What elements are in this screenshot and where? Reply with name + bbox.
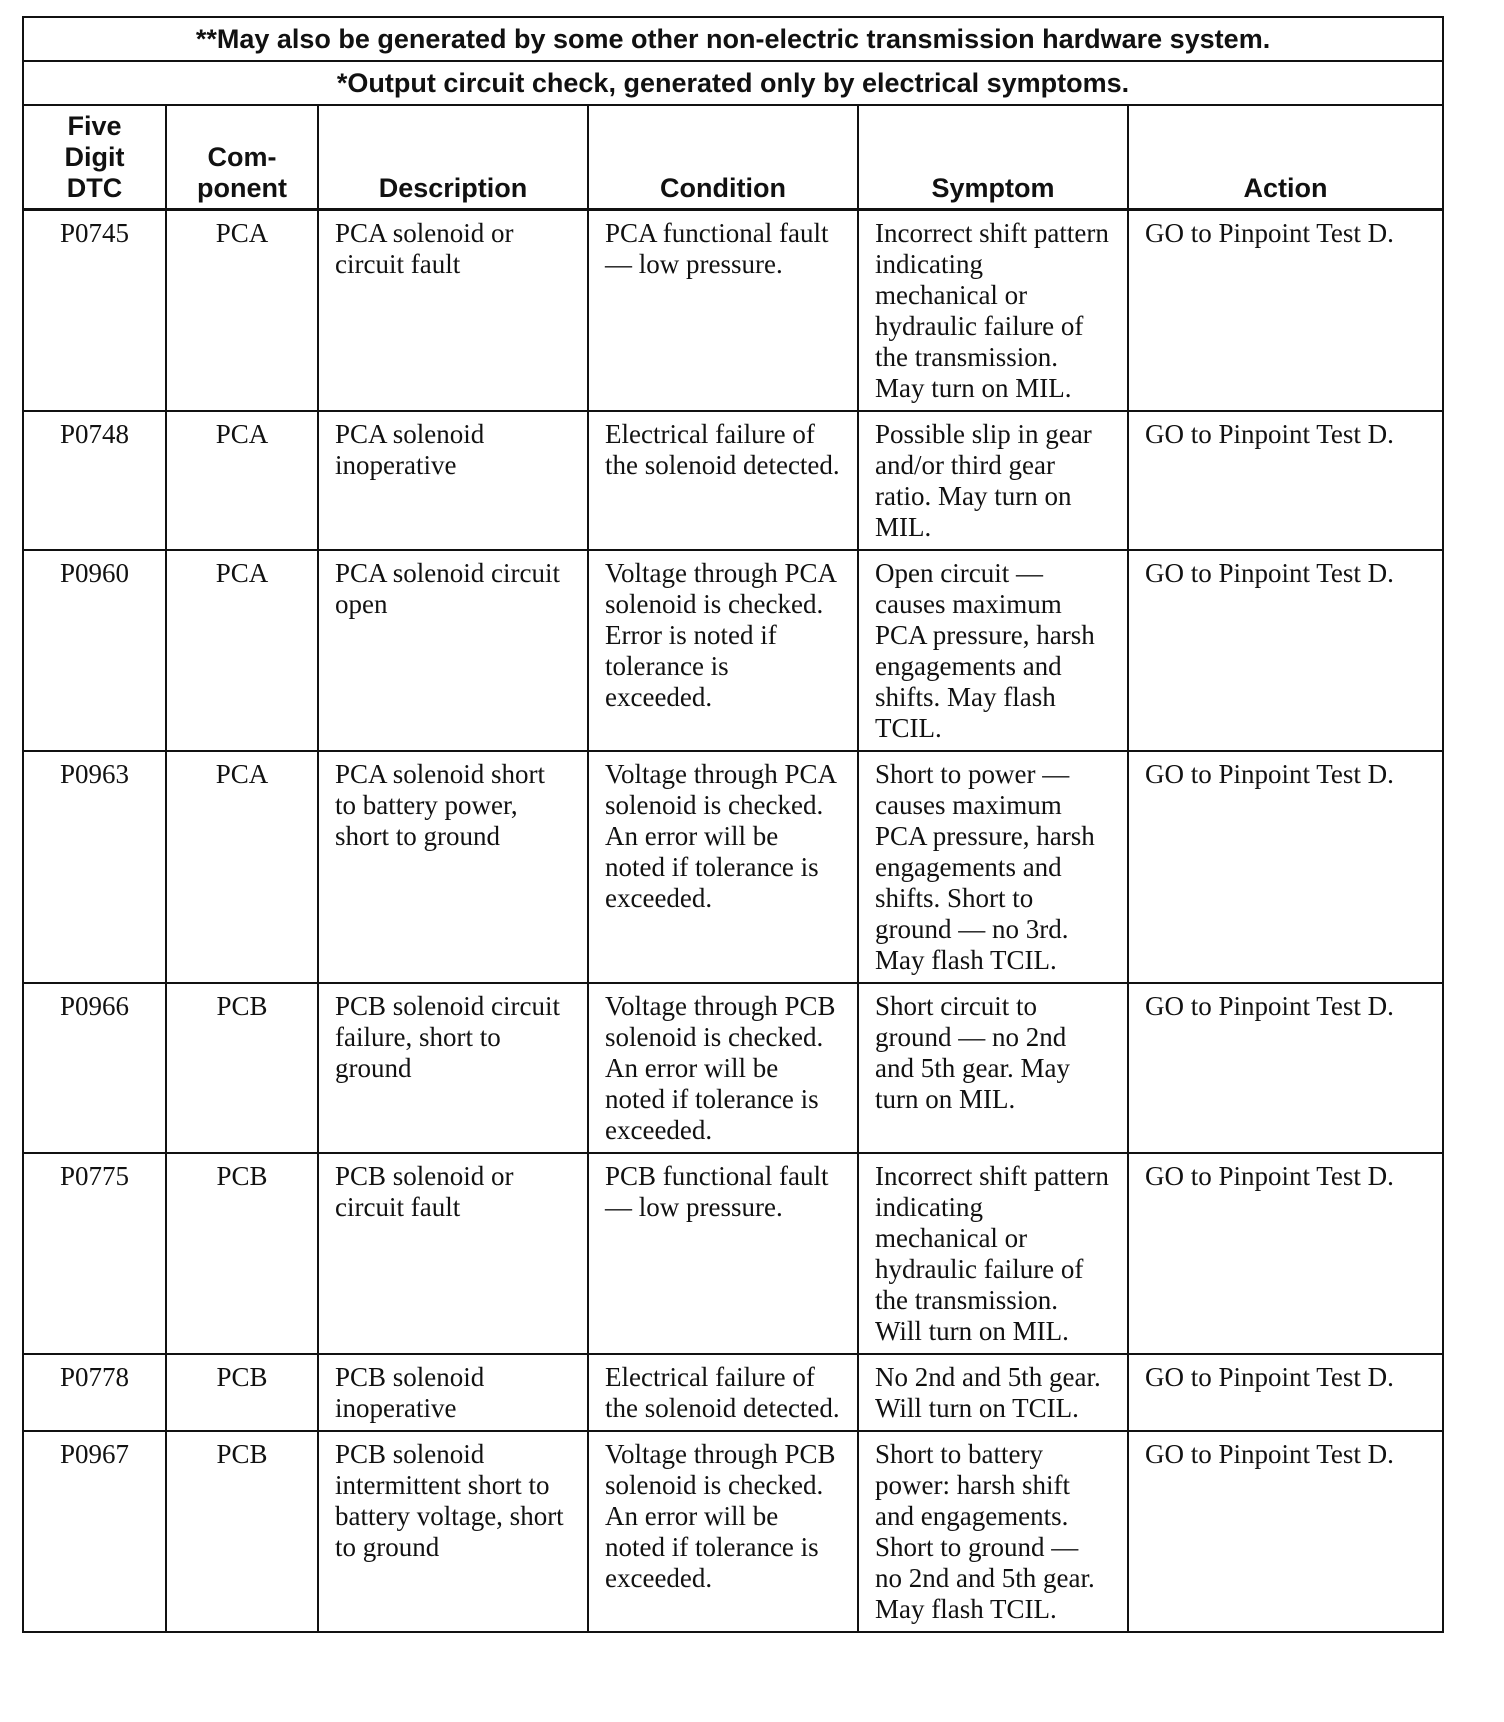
symptom: Possible slip in gear and/or third gear ratio. May turn on MIL. <box>858 411 1128 550</box>
description: PCB solenoid intermittent short to battery voltage, short to ground <box>318 1431 588 1632</box>
dtc-table <box>22 16 1444 1633</box>
dtc-code: P0778 <box>23 1354 166 1431</box>
description: PCA solenoid inoperative <box>318 411 588 550</box>
header-component <box>166 105 318 210</box>
condition: PCA functional fault — low pressure. <box>588 210 858 412</box>
dtc-code: P0748 <box>23 411 166 550</box>
note-row-2 <box>23 61 1443 105</box>
header-component-line2: ponent <box>197 173 287 203</box>
action: GO to Pinpoint Test D. <box>1128 411 1443 550</box>
header-component-line1: Com- <box>207 142 277 172</box>
header-dtc-line1: Five <box>67 111 122 141</box>
dtc-code: P0775 <box>23 1153 166 1354</box>
condition: Voltage through PCB solenoid is checked. An error will be noted if tolerance is exceeded. <box>588 1431 858 1632</box>
action: GO to Pinpoint Test D. <box>1128 210 1443 412</box>
symptom: Short to battery power: harsh shift and engagements. Short to ground — no 2nd and 5th gear. May flash TCIL. <box>858 1431 1128 1632</box>
component: PCB <box>166 1431 318 1632</box>
description: PCB solenoid inoperative <box>318 1354 588 1431</box>
table-row <box>23 411 1443 550</box>
symptom: No 2nd and 5th gear. Will turn on TCIL. <box>858 1354 1128 1431</box>
table-row <box>23 1354 1443 1431</box>
table-row <box>23 1431 1443 1632</box>
condition: Electrical failure of the solenoid detected. <box>588 411 858 550</box>
symptom: Incorrect shift pattern indicating mechanical or hydraulic failure of the transmission. Will turn on MIL. <box>858 1153 1128 1354</box>
symptom: Short to power — causes maximum PCA pressure, harsh engagements and shifts. Short to ground — no 3rd. May flash TCIL. <box>858 751 1128 983</box>
dtc-code: P0745 <box>23 210 166 412</box>
description: PCA solenoid short to battery power, short to ground <box>318 751 588 983</box>
action: GO to Pinpoint Test D. <box>1128 983 1443 1153</box>
component: PCB <box>166 983 318 1153</box>
dtc-code: P0967 <box>23 1431 166 1632</box>
header-symptom: Symptom <box>858 105 1128 210</box>
condition: Voltage through PCA solenoid is checked. An error will be noted if tolerance is exceeded. <box>588 751 858 983</box>
component: PCA <box>166 550 318 751</box>
action: GO to Pinpoint Test D. <box>1128 1153 1443 1354</box>
table-row <box>23 550 1443 751</box>
dtc-code: P0966 <box>23 983 166 1153</box>
description: PCB solenoid or circuit fault <box>318 1153 588 1354</box>
header-action: Action <box>1128 105 1443 210</box>
header-description: Description <box>318 105 588 210</box>
action: GO to Pinpoint Test D. <box>1128 550 1443 751</box>
action: GO to Pinpoint Test D. <box>1128 1354 1443 1431</box>
table-row <box>23 210 1443 412</box>
component: PCB <box>166 1354 318 1431</box>
note-row-1 <box>23 17 1443 61</box>
header-dtc-line3: DTC <box>66 173 123 203</box>
symptom: Short circuit to ground — no 2nd and 5th gear. May turn on MIL. <box>858 983 1128 1153</box>
action: GO to Pinpoint Test D. <box>1128 751 1443 983</box>
footnote-double-asterisk: **May also be generated by some other non-electric transmission hardware system. <box>23 17 1443 61</box>
table-row <box>23 751 1443 983</box>
description: PCB solenoid circuit failure, short to ground <box>318 983 588 1153</box>
description: PCA solenoid or circuit fault <box>318 210 588 412</box>
action: GO to Pinpoint Test D. <box>1128 1431 1443 1632</box>
dtc-code: P0960 <box>23 550 166 751</box>
symptom: Incorrect shift pattern indicating mechanical or hydraulic failure of the transmission. May turn on MIL. <box>858 210 1128 412</box>
condition: Electrical failure of the solenoid detected. <box>588 1354 858 1431</box>
component: PCA <box>166 751 318 983</box>
dtc-table-page <box>22 16 1442 1633</box>
header-dtc <box>23 105 166 210</box>
symptom: Open circuit — causes maximum PCA pressure, harsh engagements and shifts. May flash TCIL. <box>858 550 1128 751</box>
header-condition: Condition <box>588 105 858 210</box>
component: PCA <box>166 210 318 412</box>
component: PCB <box>166 1153 318 1354</box>
footnote-single-asterisk: *Output circuit check, generated only by electrical symptoms. <box>23 61 1443 105</box>
table-row <box>23 1153 1443 1354</box>
condition: Voltage through PCB solenoid is checked. An error will be noted if tolerance is exceeded. <box>588 983 858 1153</box>
header-row <box>23 105 1443 210</box>
table-row <box>23 983 1443 1153</box>
dtc-code: P0963 <box>23 751 166 983</box>
header-dtc-line2: Digit <box>64 142 125 172</box>
description: PCA solenoid circuit open <box>318 550 588 751</box>
component: PCA <box>166 411 318 550</box>
condition: Voltage through PCA solenoid is checked. Error is noted if tolerance is exceeded. <box>588 550 858 751</box>
condition: PCB functional fault — low pressure. <box>588 1153 858 1354</box>
